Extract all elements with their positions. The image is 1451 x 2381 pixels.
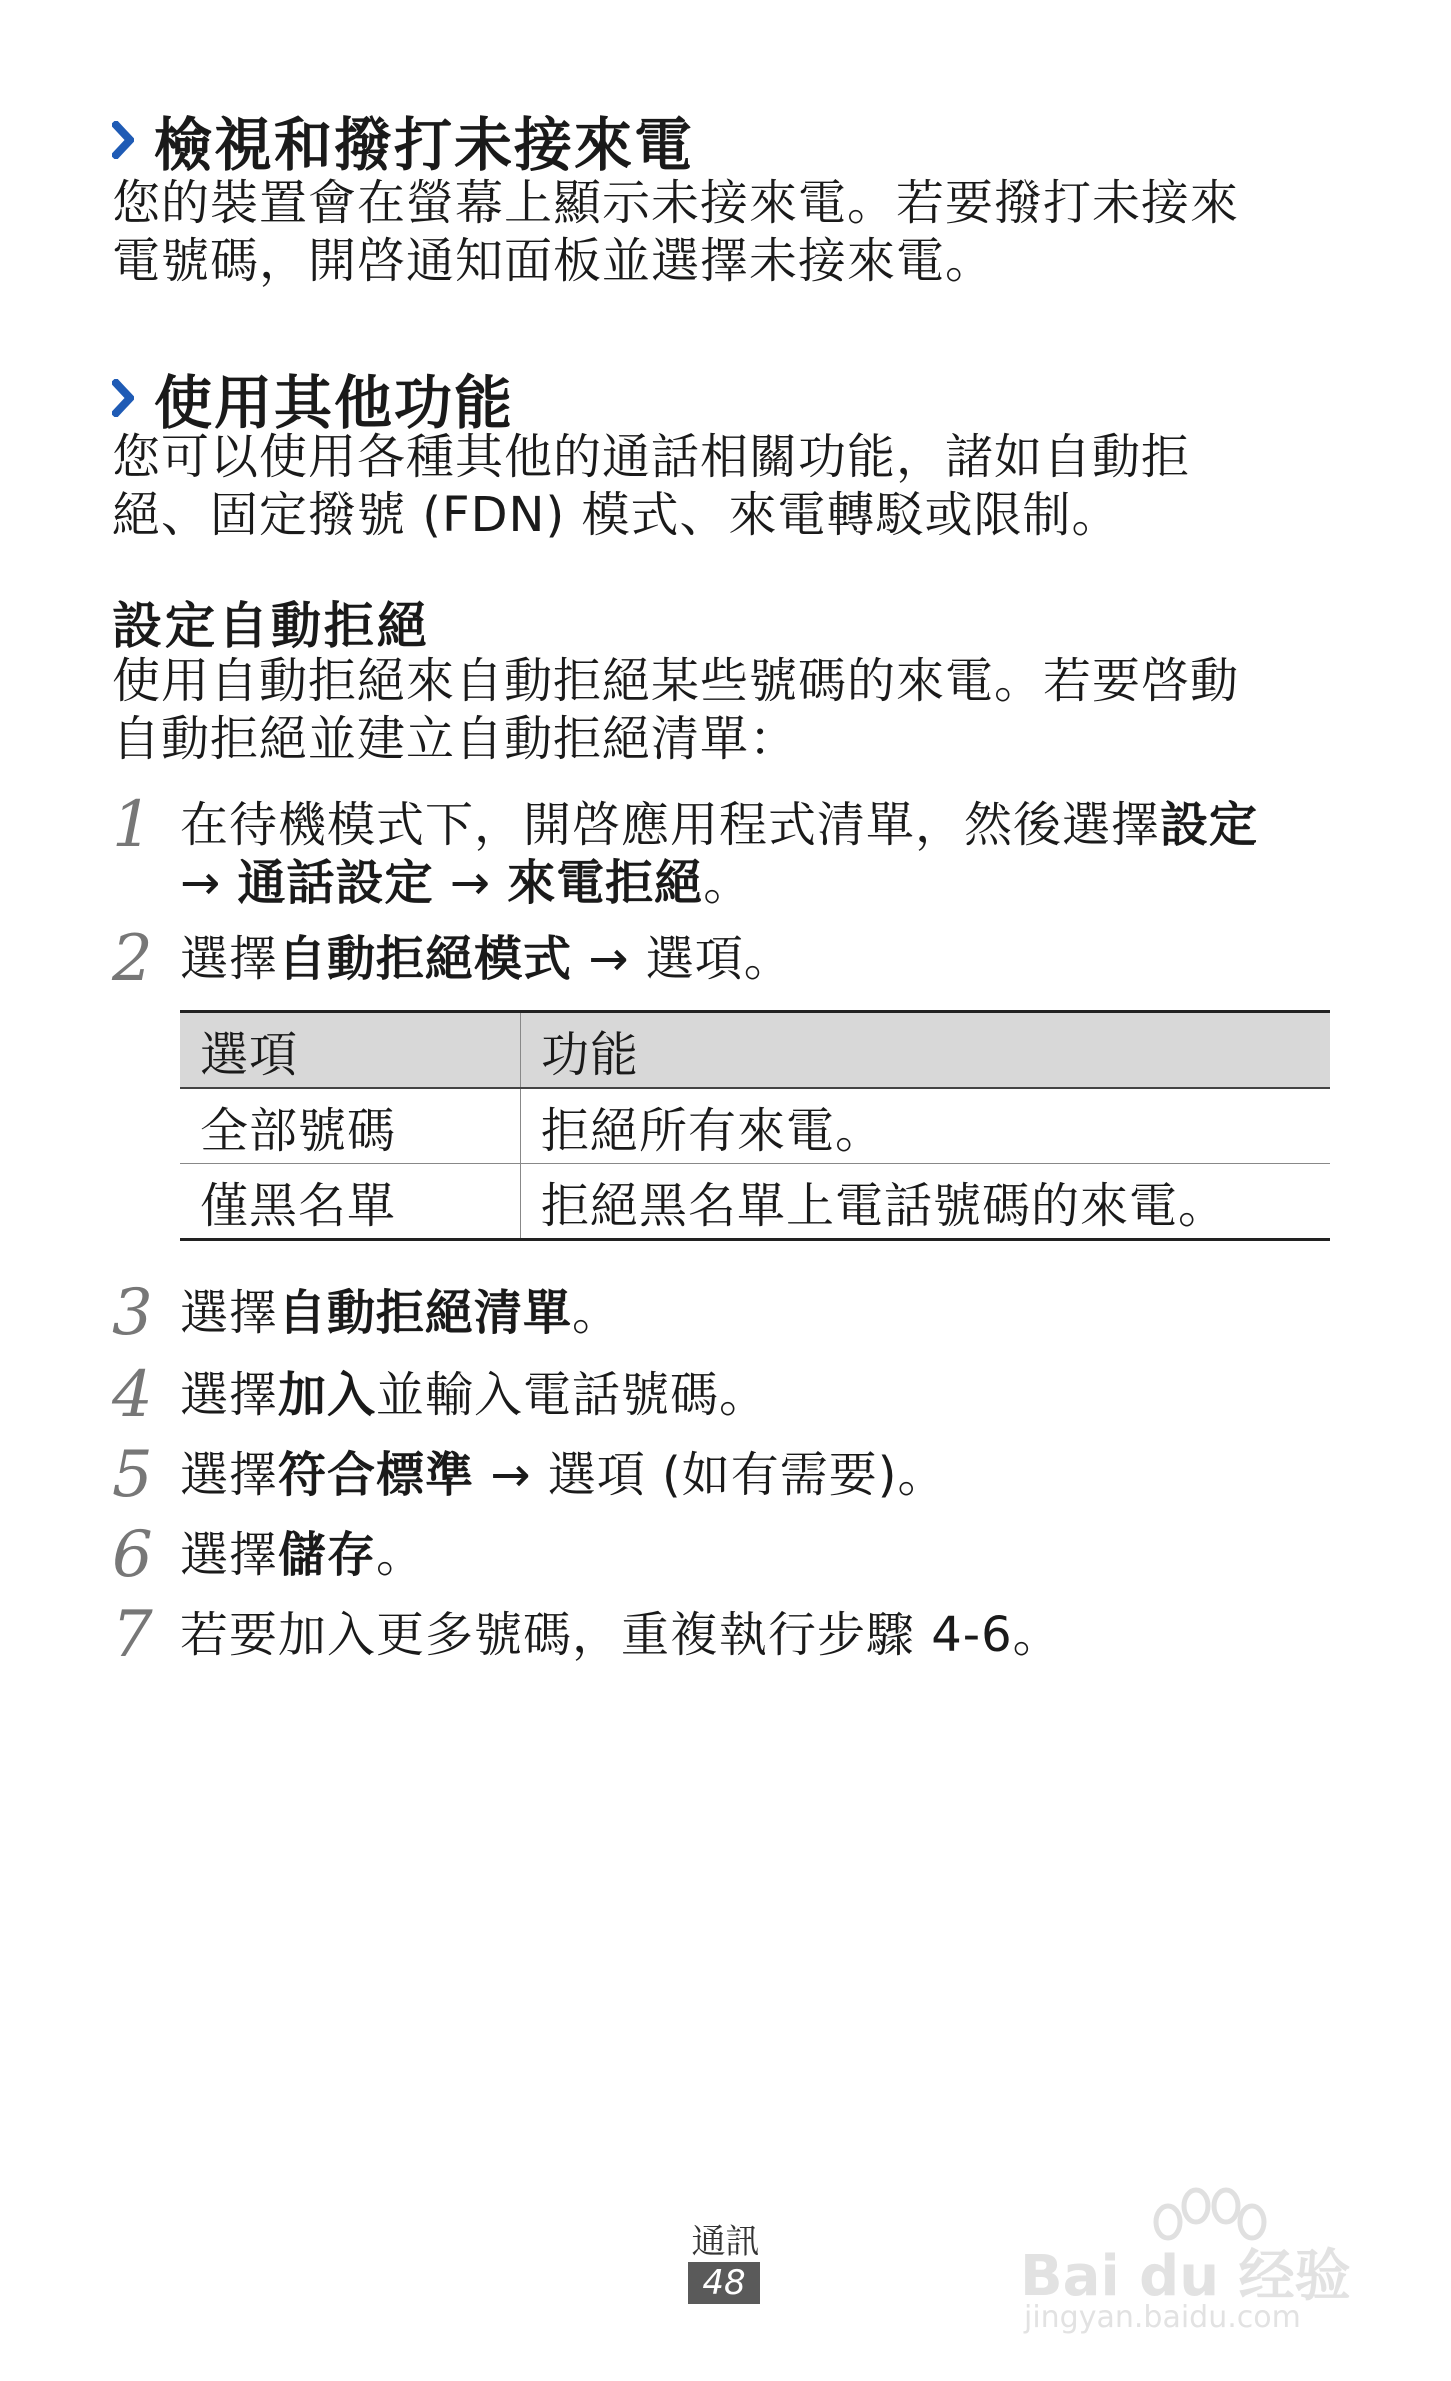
step-text-plain: 選擇 bbox=[180, 931, 279, 987]
footer-section-name: 通訊 bbox=[691, 2222, 760, 2262]
ui-term: 通話設定 bbox=[237, 855, 434, 911]
step-number: 7 bbox=[112, 1598, 153, 1672]
step-text-plain: 選擇 bbox=[180, 1447, 279, 1503]
table-cell: 拒絕所有來電。 bbox=[521, 1088, 1331, 1164]
body-line: 使用自動拒絕來自動拒絕某些號碼的來電。若要啓動 bbox=[112, 653, 1240, 709]
table-cell: 拒絕黑名單上電話號碼的來電。 bbox=[521, 1164, 1331, 1240]
options-table bbox=[180, 1010, 1330, 1241]
watermark-brand: Bai du 经验 bbox=[1020, 2244, 1351, 2309]
section-title: 使用其他功能 bbox=[154, 369, 515, 437]
subsection-title: 設定自動拒絕 bbox=[112, 597, 430, 655]
step-text bbox=[180, 1606, 1062, 1664]
ui-term: 加入 bbox=[278, 1367, 377, 1423]
step-text-plain: 在待機模式下，開啓應用程式清單，然後選擇 bbox=[180, 797, 1161, 853]
ui-term: 自動拒絕模式 bbox=[278, 931, 573, 987]
ui-term: 儲存 bbox=[278, 1527, 377, 1583]
step-text-plain: 並輸入電話號碼。 bbox=[376, 1367, 769, 1423]
step-text bbox=[180, 1526, 425, 1584]
ui-term: 來電拒絕 bbox=[507, 855, 704, 911]
step-text-plain: 選擇 bbox=[180, 1527, 279, 1583]
baidu-watermark bbox=[1020, 2150, 1420, 2350]
step-number: 6 bbox=[112, 1518, 153, 1592]
body-line: 您的裝置會在螢幕上顯示未接來電。若要撥打未接來 bbox=[112, 175, 1240, 231]
step-text-plain: 。 bbox=[376, 1527, 426, 1583]
step-text-plain: 選擇 bbox=[180, 1367, 279, 1423]
table-header-cell: 選項 bbox=[180, 1012, 521, 1089]
step-text-plain: → 選項 (如有需要)。 bbox=[474, 1447, 947, 1503]
ui-term: 自動拒絕清單 bbox=[278, 1285, 573, 1341]
step-number: 5 bbox=[112, 1438, 153, 1512]
ui-term: 符合標準 bbox=[278, 1447, 475, 1503]
subsection-body bbox=[112, 652, 1342, 768]
table-cell: 僅黑名單 bbox=[180, 1164, 521, 1240]
section-title: 檢視和撥打未接來電 bbox=[154, 111, 695, 179]
page-number: 48 bbox=[688, 2262, 760, 2304]
table-cell: 全部號碼 bbox=[180, 1088, 521, 1164]
table-header-row bbox=[180, 1012, 1330, 1089]
step-text-plain: 若要加入更多號碼，重複執行步驟 4-6。 bbox=[180, 1607, 1062, 1663]
step-number: 4 bbox=[112, 1358, 153, 1432]
arrow-separator: → bbox=[433, 855, 508, 911]
table-row bbox=[180, 1164, 1330, 1240]
section-heading-missed-calls bbox=[112, 98, 694, 182]
ui-term: 設定 bbox=[1160, 797, 1259, 853]
step-text bbox=[180, 1284, 621, 1342]
body-line: 電號碼，開啓通知面板並選擇未接來電。 bbox=[112, 233, 995, 289]
step-number: 3 bbox=[112, 1276, 153, 1350]
step-number: 2 bbox=[112, 922, 153, 996]
body-line: 絕、固定撥號 (FDN) 模式、來電轉駁或限制。 bbox=[112, 487, 1121, 543]
step-text-plain: 選擇 bbox=[180, 1285, 279, 1341]
watermark-url: jingyan.baidu.com bbox=[1024, 2300, 1301, 2335]
step-number: 1 bbox=[112, 788, 153, 862]
table-row bbox=[180, 1088, 1330, 1164]
body-line: 自動拒絕並建立自動拒絕清單： bbox=[112, 711, 799, 767]
step-text bbox=[180, 796, 1258, 912]
step-text-plain: → 選項。 bbox=[572, 931, 793, 987]
step-text-plain: 。 bbox=[703, 855, 753, 911]
step-text bbox=[180, 1366, 768, 1424]
section-body bbox=[112, 174, 1342, 290]
table-header-cell: 功能 bbox=[521, 1012, 1331, 1089]
step-text-plain: 。 bbox=[572, 1285, 622, 1341]
section-body bbox=[112, 428, 1342, 544]
step-text bbox=[180, 930, 793, 988]
step-text bbox=[180, 1446, 946, 1504]
chevron-right-icon bbox=[112, 121, 134, 159]
chevron-right-icon bbox=[112, 379, 134, 417]
arrow-separator: → bbox=[180, 855, 238, 911]
body-line: 您可以使用各種其他的通話相關功能，諸如自動拒 bbox=[112, 429, 1191, 485]
